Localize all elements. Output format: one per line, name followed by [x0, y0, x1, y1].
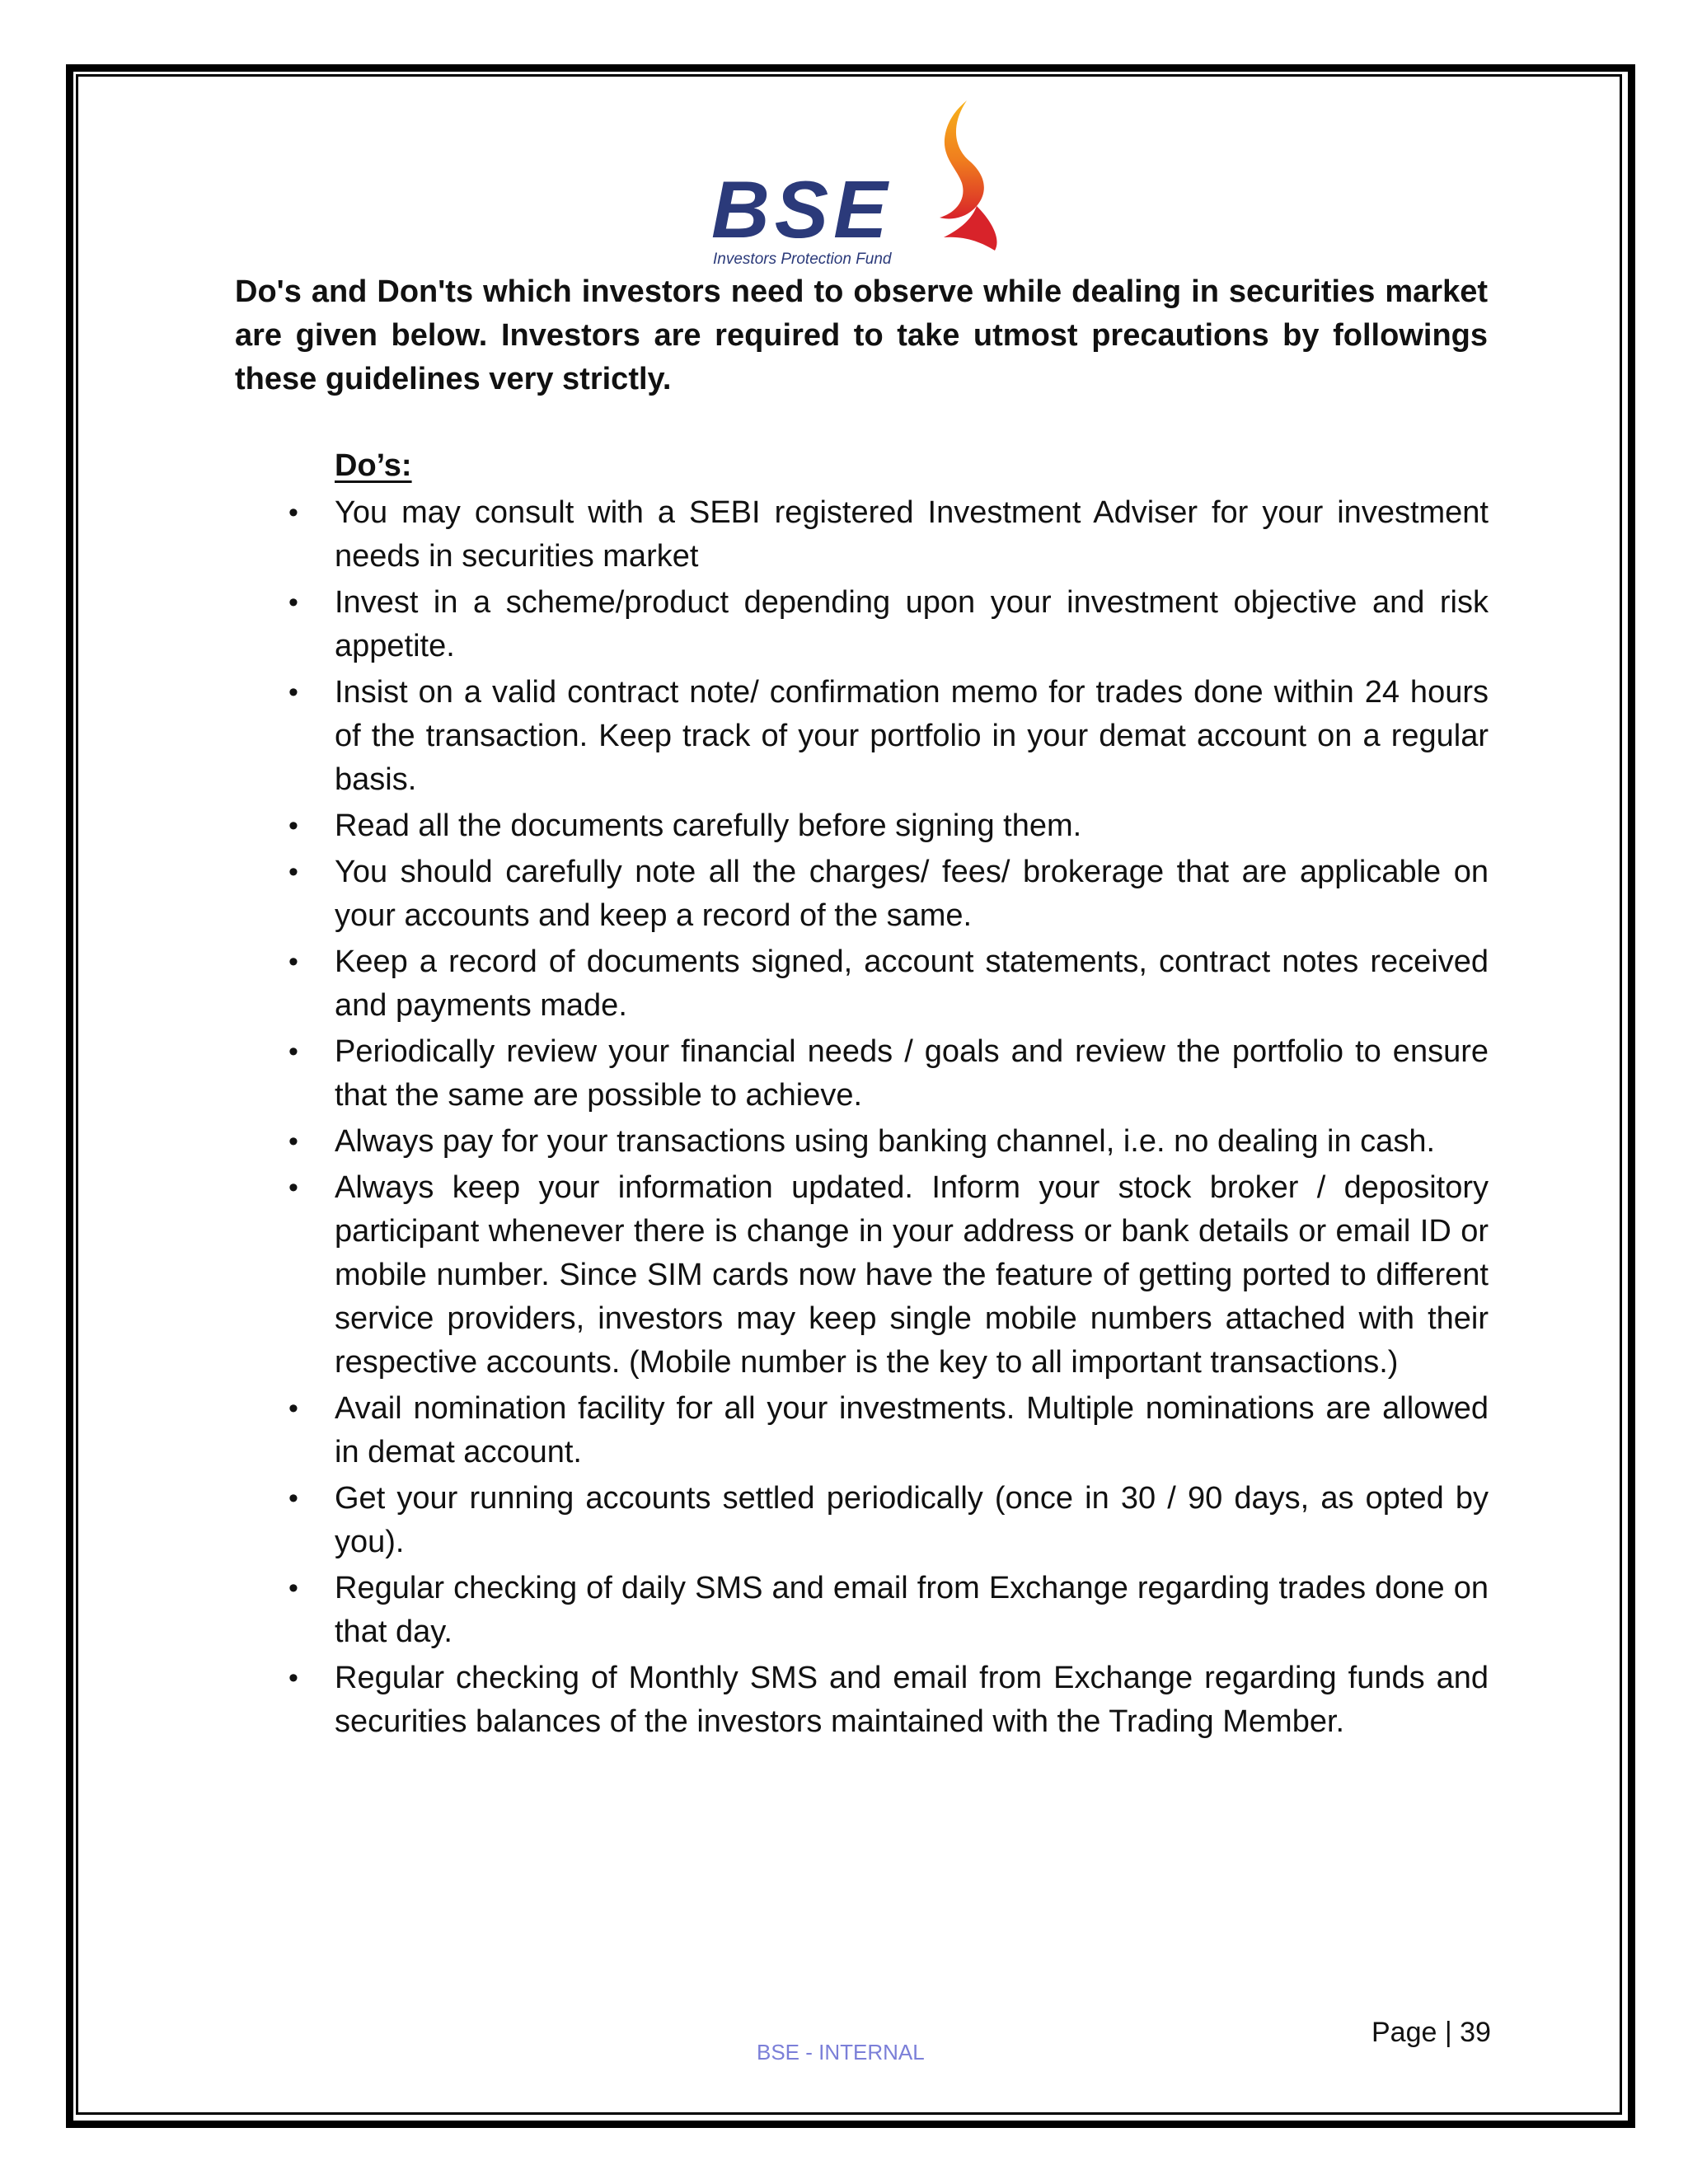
logo-tagline: Investors Protection Fund	[713, 251, 892, 268]
list-item-text: Periodically review your financial needs / goals and review the portfolio to ensure that the same are possible to achieve.	[335, 1034, 1489, 1113]
list-item	[288, 491, 1489, 579]
list-item-text: Regular checking of daily SMS and email from Exchange regarding trades done on that day.	[335, 1571, 1489, 1649]
list-item-text: Invest in a scheme/product depending upon your investment objective and risk appetite.	[335, 585, 1489, 663]
dos-list	[288, 491, 1489, 1746]
list-item	[288, 1657, 1489, 1744]
list-item-text: Always pay for your transactions using banking channel, i.e. no dealing in cash.	[335, 1124, 1436, 1159]
bullet-icon: •	[288, 497, 298, 528]
classification-label: BSE - INTERNAL	[757, 2040, 925, 2064]
bullet-icon: •	[288, 856, 298, 888]
bullet-icon: •	[288, 810, 298, 841]
list-item-text: Avail nomination facility for all your investments. Multiple nominations are allowed in demat account.	[335, 1391, 1489, 1469]
list-item-text: Keep a record of documents signed, account statements, contract notes received and payments made.	[335, 944, 1489, 1023]
list-item	[288, 1120, 1489, 1164]
bullet-icon: •	[288, 1483, 298, 1514]
list-item-text: Regular checking of Monthly SMS and email from Exchange regarding funds and securities balances of the investors maintained with the Trading Member.	[335, 1661, 1489, 1739]
list-item	[288, 1030, 1489, 1118]
list-item	[288, 1477, 1489, 1564]
list-item-text: Always keep your information updated. Inform your stock broker / depository participant whenever there is change in your address or bank details or email ID or mobile number. Since SIM cards now have the feature of getting ported to different service providers, investors may keep single mobile numbers attached with their respective accounts. (Mobile number is the key to all important transactions.)	[335, 1170, 1489, 1380]
list-item	[288, 1166, 1489, 1385]
bullet-icon: •	[288, 1126, 298, 1157]
list-item	[288, 671, 1489, 802]
list-item-text: Get your running accounts settled periodically (once in 30 / 90 days, as opted by you).	[335, 1481, 1489, 1559]
list-item-text: You may consult with a SEBI registered Investment Adviser for your investment needs in securities market	[335, 495, 1489, 574]
bullet-icon: •	[288, 1036, 298, 1067]
list-item-text: You should carefully note all the charges/ fees/ brokerage that are applicable on your accounts and keep a record of the same.	[335, 855, 1489, 933]
bullet-icon: •	[288, 1662, 298, 1694]
bullet-icon: •	[288, 677, 298, 708]
bse-logo	[705, 97, 1026, 272]
list-item	[288, 581, 1489, 668]
list-item	[288, 940, 1489, 1028]
list-item	[288, 804, 1489, 848]
dos-heading: Do’s:	[335, 448, 412, 483]
flame-icon	[940, 101, 984, 218]
intro-paragraph: Do's and Don'ts which investors need to observe while dealing in securities market are given below. Investors are required to take utmost precautions by followings these guidelines very strictly.	[235, 274, 1488, 396]
list-item	[288, 1567, 1489, 1654]
bullet-icon: •	[288, 946, 298, 977]
list-item	[288, 851, 1489, 938]
bullet-icon: •	[288, 587, 298, 618]
list-item-text: Read all the documents carefully before signing them.	[335, 808, 1082, 843]
list-item-text: Insist on a valid contract note/ confirmation memo for trades done within 24 hours of the transaction. Keep track of your portfolio in your demat account on a regular basis.	[335, 675, 1489, 797]
bullet-icon: •	[288, 1172, 298, 1203]
page-number: Page | 39	[1372, 2017, 1491, 2048]
bullet-icon: •	[288, 1393, 298, 1424]
logo-wordmark: BSE	[711, 164, 893, 255]
list-item	[288, 1387, 1489, 1474]
bullet-icon: •	[288, 1572, 298, 1604]
